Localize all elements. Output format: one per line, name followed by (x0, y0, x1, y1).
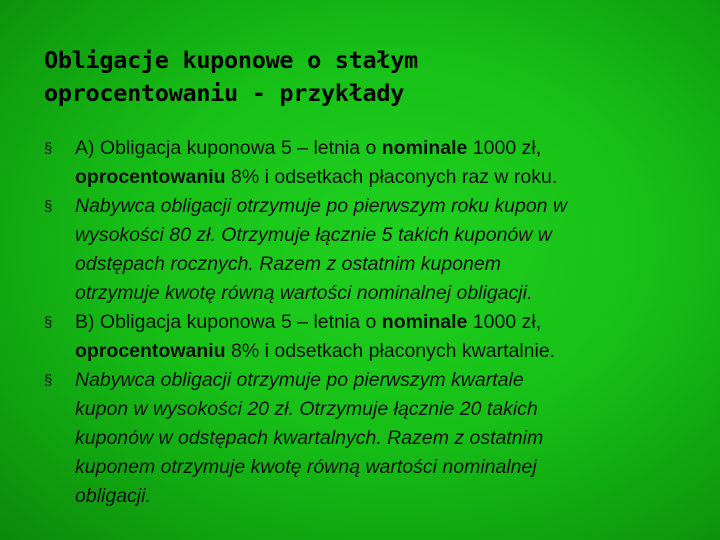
text-run: 1000 zł, (467, 137, 542, 159)
bullet-line: obligacji. (75, 485, 151, 507)
bullet-line: odstępach rocznych. Razem z ostatnim kuponem (75, 253, 501, 275)
bullet-line: Nabywca obligacji otrzymuje po pierwszym kwartale (75, 369, 524, 391)
text-run: 1000 zł, (467, 311, 542, 333)
bullet-line (75, 134, 704, 163)
bullet-line: kuponów w odstępach kwartalnych. Razem z ostatnim (75, 427, 544, 449)
bullet-line: wysokości 80 zł. Otrzymuje łącznie 5 takich kuponów w (75, 224, 552, 246)
text-run: 8% i odsetkach płaconych kwartalnie. (225, 340, 556, 362)
bullet-line (75, 337, 704, 366)
bullet-marker: § (44, 372, 53, 389)
bold-term: nominale (381, 137, 468, 159)
bullet-line (75, 308, 704, 337)
bullet-marker: § (44, 198, 53, 215)
bullet-marker: § (44, 140, 53, 157)
slide-title (44, 44, 664, 110)
bullet-line: kuponem otrzymuje kwotę równą wartości nominalnej (75, 456, 537, 478)
bullet-line: kupon w wysokości 20 zł. Otrzymuje łącznie 20 takich (75, 398, 538, 420)
bullet-line (75, 163, 704, 192)
title-line: oprocentowaniu - przykłady (44, 79, 405, 107)
text-run: B) Obligacja kuponowa 5 – letnia o (75, 311, 382, 333)
bullet-item-a-explanation (44, 192, 704, 308)
text-run: 8% i odsetkach płaconych raz w roku. (225, 166, 558, 188)
title-line: Obligacje kuponowe o stałym (44, 46, 418, 74)
bold-term: nominale (381, 311, 468, 333)
text-run: A) Obligacja kuponowa 5 – letnia o (75, 137, 382, 159)
bold-term: oprocentowaniu (75, 340, 226, 362)
bullet-line: Nabywca obligacji otrzymuje po pierwszym roku kupon w (75, 195, 568, 217)
bullet-item-a (44, 134, 704, 192)
bullet-item-b (44, 308, 704, 366)
bold-term: oprocentowaniu (75, 166, 226, 188)
bullet-line: otrzymuje kwotę równą wartości nominalnej obligacji. (75, 282, 533, 304)
bullet-list (44, 134, 704, 511)
bullet-marker: § (44, 314, 53, 331)
bullet-item-b-explanation (44, 366, 704, 511)
